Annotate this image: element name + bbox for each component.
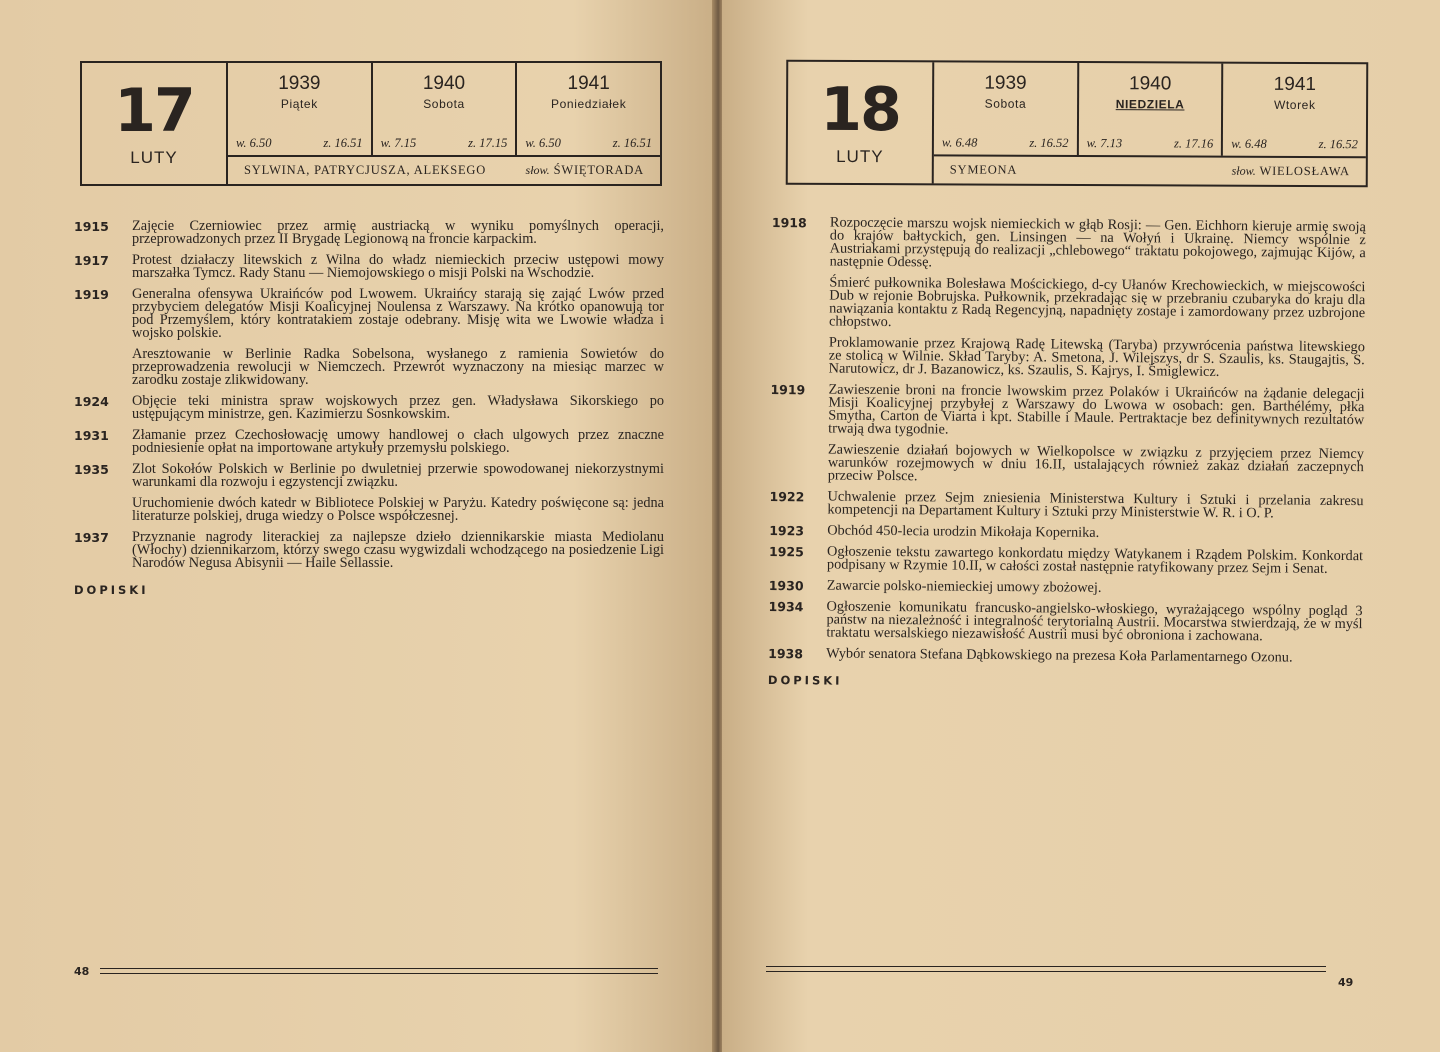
event-year: 1925	[769, 543, 804, 560]
event-text: Uchwalenie przez Sejm zniesienia Ministerstwa Kultury i Sztuki i przelania zakresu kompetencji na Departament Kultury i Sztuki przy Ministerstwie W. R. i O. P.	[827, 488, 1364, 522]
sunrise: w. 6.48	[941, 135, 978, 150]
events-list	[74, 220, 664, 597]
left-page	[0, 0, 716, 1052]
event-entry	[74, 254, 664, 280]
event-entry	[74, 220, 664, 246]
sunset: z. 17.16	[1173, 136, 1214, 151]
event-entry	[769, 490, 1363, 521]
year: 1941	[1273, 73, 1317, 96]
month-name: LUTY	[130, 147, 178, 167]
sun-times	[942, 135, 1069, 151]
event-year: 1924	[74, 394, 109, 409]
year-column	[1223, 64, 1366, 157]
right-page	[722, 0, 1440, 1052]
event-text: Obchód 450-lecia urodzin Mikołaja Kopernika.	[827, 522, 1100, 541]
year: 1939	[278, 73, 321, 94]
day-number: 17	[114, 75, 194, 146]
event-text: Proklamowanie przez Krajową Radę Litewską (Taryba) przywrócenia państwa litewskiego ze stolicą w Wilnie. Skład Taryby: A. Smetona, J. Wilejszys, dr S. Szaulis, ks. Staugajtis, S. Narutowicz, dr J. Bazanowicz, ks. Szaulis, S. Kajrys, I. Śmiglewicz.	[828, 334, 1365, 380]
event-entry	[768, 600, 1362, 644]
event-year: 1918	[771, 215, 807, 231]
event-text: Zlot Sokołów Polskich w Berlinie po dwuletniej przerwie spowodowanej niekorzystnymi warunkami dla rozwoju i egzystencji związku.	[132, 461, 664, 490]
event-entry	[769, 545, 1363, 576]
day-header-17	[80, 61, 662, 186]
slavic-prefix: słow.	[1231, 163, 1256, 178]
year: 1940	[422, 73, 466, 94]
date-box	[82, 63, 228, 184]
years-grid	[228, 63, 660, 184]
day-header-18	[786, 60, 1369, 188]
event-year: 1937	[74, 530, 109, 545]
event-entry	[768, 647, 1362, 665]
year-column	[373, 63, 518, 155]
sunrise: w. 6.50	[236, 136, 272, 150]
year: 1939	[984, 72, 1027, 94]
weekday: NIEDZIELA	[1115, 97, 1185, 112]
years-grid	[934, 62, 1367, 185]
event-entry	[74, 429, 664, 455]
year: 1941	[567, 73, 610, 94]
slavic-name-value: ŚWIĘTORADA	[553, 163, 644, 177]
event-text: Ogłoszenie komunikatu francusko-angielsko-włoskiego, wyrażającego wspólny pogląd 3 państw na niezależność i integralność terytorialną Austrii. Mocarstwa stwierdzają, że w myśl traktatu wersalskiego niezawisłość Austrii musi być obroniona i zachowana.	[826, 598, 1363, 645]
event-text: Uruchomienie dwóch katedr w Bibliotece Polskiej w Paryżu. Katedry poświęcone są: jedna literaturze polskiej, druga wiedzy o Polsce współczesnej.	[132, 495, 664, 524]
sunset: z. 17.15	[468, 136, 508, 150]
event-text: Przyznanie nagrody literackiej za najlepsze dzieło dziennikarskie miasta Mediolanu (Włochy) dziennikarzom, którzy swego czasu wygwizdali wchodzącego na posiedzenie Ligi Narodów Negusa Abisynii — Haile Sellassie.	[132, 529, 664, 571]
weekday: Sobota	[984, 96, 1027, 111]
event-text: Śmierć pułkownika Bolesława Mościckiego, d-cy Ułanów Krechowieckich, w miejscowości Dub w rejonie Bobrujska. Pułkownik, przekradając się w przebraniu czubaryka do kraju dla nawiązania kontaktu z Radą Regencyjną, napadnięty zostaje i zamordowany przez uzbrojone chłopstwo.	[829, 274, 1366, 331]
slavic-name-value: WIELOSŁAWA	[1259, 163, 1350, 179]
event-text: Wybór senatora Stefana Dąbkowskiego na prezesa Koła Parlamentarnego Ozonu.	[826, 645, 1293, 666]
event-text: Rozpoczęcie marszu wojsk niemieckich w głąb Rosji: — Gen. Eichhorn kieruje armię swoją do krajów bałtyckich, gen. Linsingen — na Wołyń i Ukrainę. Niemcy wspólnie z Austriakami przystępują do realizacji „chlebowego“ traktatu pokojowego, zajmując Kijów, a następnie Odessę.	[829, 214, 1366, 271]
event-text: Zawieszenie działań bojowych w Wielkopolsce w związku z przyjęciem przez Niemcy warunków rozejmowych w dniu 16.II, ustalających również zakaz działań zaczepnych przeciw Polsce.	[827, 441, 1365, 485]
event-text: Zajęcie Czerniowiec przez armię austriacką w wyniku pomyślnych operacji, przeprowadzonych przez II Brygadę Legionową na froncie karpackim.	[132, 218, 664, 247]
sun-times	[525, 136, 652, 151]
event-text: Zawieszenie broni na froncie lwowskim przez Polaków i Ukraińców na żądanie delegacji Misji Koalicyjnej przybyłej z Warszawy do Lwowa w osobach: gen. Barthélémy, płka Smytha, Carton de Viarta i kpt. Stabille i Maule. Pertraktacje bez definitywnych rezultatów trwają dwa tygodnie.	[828, 381, 1365, 438]
page-number: 48	[74, 965, 90, 978]
sunrise: w. 6.50	[525, 136, 561, 150]
year-column	[1079, 63, 1224, 156]
years-row	[228, 63, 660, 157]
event-year: 1923	[769, 522, 805, 539]
event-year: 1917	[74, 253, 109, 268]
name-days	[228, 157, 660, 184]
event-year: 1919	[770, 381, 806, 398]
sun-times	[381, 136, 508, 151]
event-year: 1922	[769, 488, 805, 505]
month-name: LUTY	[836, 146, 884, 166]
years-row	[934, 62, 1366, 158]
sunrise: w. 7.13	[1086, 136, 1123, 151]
date-box	[788, 62, 935, 184]
event-text: Generalna ofensywa Ukraińców pod Lwowem. Ukraińcy starają się zająć Lwów przed przybyciem delegatów Misji Koalicyjnej Noulensa z Warszawy. Na krótko opanowują tor pod Przemyślem, który kontratakiem zostaje odebrany. Misję wita we Lwowie władza i wojsko polskie.	[132, 286, 664, 341]
event-year: 1934	[768, 598, 804, 615]
slavic-name	[526, 163, 644, 178]
event-entry	[769, 524, 1363, 542]
year-column	[517, 63, 660, 155]
event-text: Ogłoszenie tekstu zawartego konkordatu między Watykanem i Rządem Polskim. Konkordat podpisany w Rzymie 10.II, w całości został następnie ratyfikowany przez Sejm i Senat.	[826, 543, 1364, 577]
event-year: 1931	[74, 428, 109, 443]
event-entry	[769, 579, 1363, 597]
notes-heading: DOPISKI	[767, 672, 843, 688]
slavic-name	[1232, 164, 1350, 180]
weekday: Piątek	[280, 97, 318, 111]
event-entry	[770, 383, 1364, 440]
sun-times	[1087, 136, 1214, 152]
event-text: Zawarcie polsko-niemieckiej umowy zbożowej.	[826, 577, 1102, 596]
year-column	[934, 62, 1079, 155]
weekday: Wtorek	[1273, 97, 1316, 113]
events-list	[768, 216, 1366, 692]
page-number: 49	[1338, 976, 1354, 989]
sunset: z. 16.52	[1318, 137, 1358, 152]
weekday: Poniedziałek	[551, 97, 627, 111]
sunrise: w. 7.15	[380, 136, 417, 150]
event-year: 1938	[768, 645, 804, 662]
event-text: Aresztowanie w Berlinie Radka Sobelsona, wysłanego z ramienia Sowietów do przeprowadzenia rewolucji w Niemczech. Przewrót wyznaczony na miesiąc marzec w zarodku zostaje zlikwidowany.	[132, 346, 664, 388]
slavic-prefix: słow.	[525, 163, 550, 177]
event-entry	[772, 216, 1366, 273]
saints-names: SYLWINA, PATRYCJUSZA, ALEKSEGO	[244, 163, 487, 177]
name-days	[934, 156, 1366, 185]
event-entry	[74, 395, 664, 421]
event-year: 1930	[768, 577, 804, 594]
notes-heading: DOPISKI	[74, 583, 149, 597]
event-entry	[74, 463, 664, 489]
event-text: Protest działaczy litewskich z Wilna do władz niemieckich przeciw ustępowi mowy marszałka Tymcz. Rady Stanu — Niemojowskiego o misji Polski na Wschodzie.	[132, 252, 664, 281]
footer-rule	[100, 968, 658, 974]
footer-rule	[766, 966, 1326, 972]
event-entry	[74, 288, 664, 340]
event-year: 1915	[74, 219, 109, 234]
sunset: z. 16.52	[1029, 135, 1069, 150]
event-text: Złamanie przez Czechosłowację umowy handlowej o cłach ulgowych przez znaczne podniesienie opłat na importowane artykuły przemysłu polskiego.	[132, 427, 664, 456]
sunset: z. 16.51	[323, 136, 363, 150]
saints-names: SYMEONA	[949, 162, 1018, 177]
sun-times	[236, 136, 363, 151]
event-entry	[74, 531, 664, 570]
event-text: Objęcie teki ministra spraw wojskowych przez gen. Władysława Sikorskiego po ustępującym ministrze, gen. Kazimierzu Sosnkowskim.	[132, 393, 664, 422]
weekday: Sobota	[423, 97, 465, 111]
sunset: z. 16.51	[612, 136, 653, 150]
day-number: 18	[820, 74, 900, 145]
year: 1940	[1128, 73, 1172, 95]
year-column	[228, 63, 373, 155]
event-year: 1919	[74, 287, 109, 302]
sunrise: w. 6.48	[1231, 136, 1267, 151]
event-year: 1935	[74, 462, 109, 477]
sun-times	[1231, 137, 1358, 153]
